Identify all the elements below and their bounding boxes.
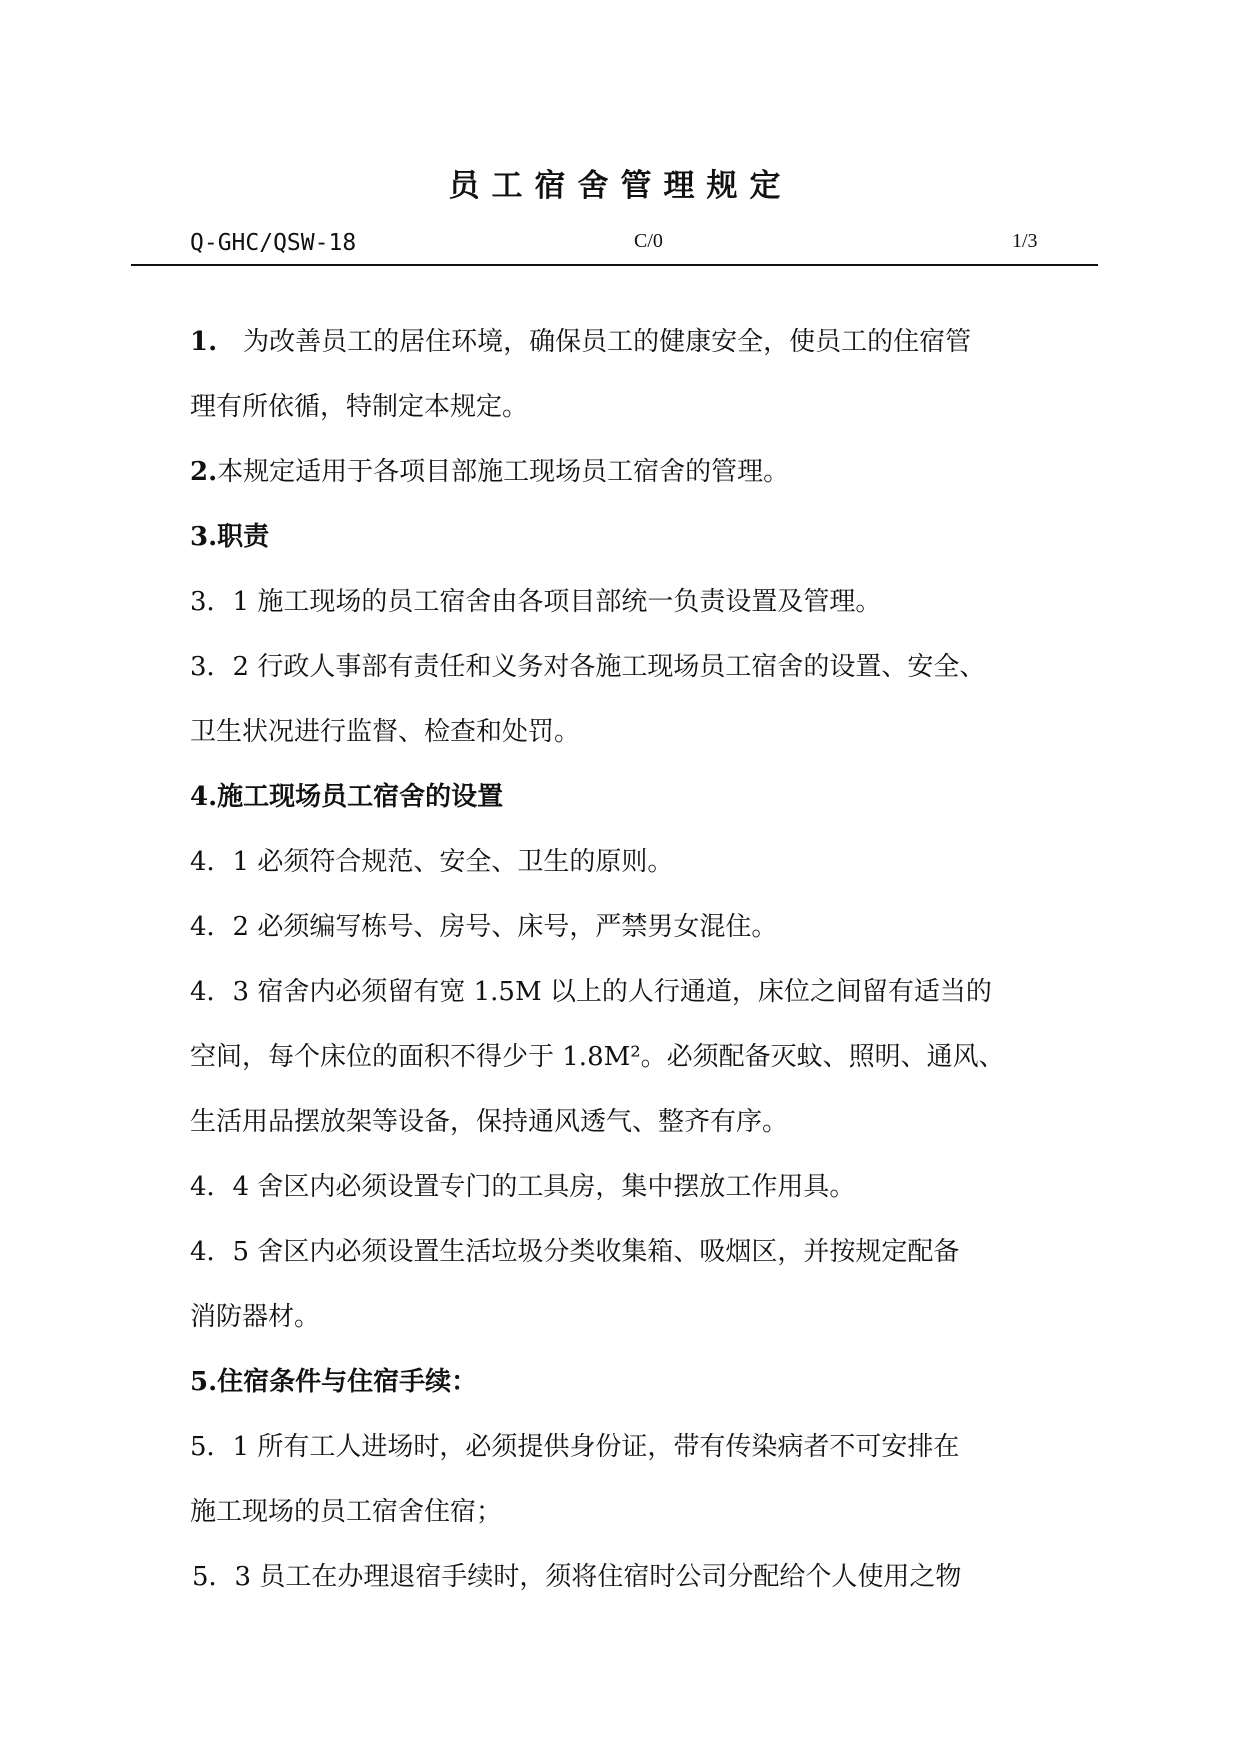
line-text: 行政人事部有责任和义务对各施工现场员工宿舍的设置、安全、: [257, 652, 986, 682]
section-number: 2.: [190, 457, 218, 487]
line-text: 卫生状况进行监督、检查和处罚。: [190, 717, 581, 747]
line-text: 为改善员工的居住环境，确保员工的健康安全，使员工的住宿管: [217, 327, 972, 357]
paragraph-line: [190, 1025, 1070, 1090]
heading-text: 职责: [217, 522, 270, 552]
paragraph-line: [190, 440, 1070, 505]
paragraph-line: [190, 635, 1070, 700]
line-text: 施工现场的员工宿舍由各项目部统一负责设置及管理。: [257, 587, 882, 617]
section-number: 3.: [190, 522, 218, 552]
paragraph-line: [190, 1545, 1070, 1610]
clause-number: 4．2: [190, 912, 250, 942]
header-rule: [131, 264, 1098, 266]
clause-number: 4．4: [190, 1172, 250, 1202]
line-text: 必须编写栋号、房号、床号，严禁男女混住。: [257, 912, 778, 942]
paragraph-line: [190, 1090, 1070, 1155]
line-text: 舍区内必须设置生活垃圾分类收集箱、吸烟区，并按规定配备: [257, 1237, 960, 1267]
clause-number: 4．5: [190, 1237, 250, 1267]
line-text: 舍区内必须设置专门的工具房，集中摆放工作用具。: [257, 1172, 856, 1202]
section-heading: [190, 1350, 1070, 1415]
line-text: 必须符合规范、安全、卫生的原则。: [257, 847, 674, 877]
page-title: 员工宿舍管理规定: [448, 168, 793, 204]
section-heading: [190, 765, 1070, 830]
line-text: 施工现场的员工宿舍住宿；: [190, 1497, 503, 1527]
paragraph-line: [190, 830, 1070, 895]
heading-text: 住宿条件与住宿手续：: [217, 1367, 478, 1397]
paragraph-line: [190, 700, 1070, 765]
clause-number: 3．2: [190, 652, 250, 682]
paragraph-line: [190, 960, 1070, 1025]
line-text: 空间，每个床位的面积不得少于 1.8M²。必须配备灭蚊、照明、通风、: [190, 1042, 1005, 1072]
line-text: 本规定适用于各项目部施工现场员工宿舍的管理。: [217, 457, 790, 487]
clause-number: 5．3: [192, 1562, 252, 1592]
paragraph-line: [190, 310, 1070, 375]
line-text: 生活用品摆放架等设备，保持通风透气、整齐有序。: [190, 1107, 789, 1137]
line-text: 理有所依循，特制定本规定。: [190, 392, 529, 422]
section-number: 1.: [190, 327, 218, 357]
paragraph-line: [190, 375, 1070, 440]
line-text: 宿舍内必须留有宽 1.5M 以上的人行通道，床位之间留有适当的: [257, 977, 992, 1007]
section-heading: [190, 505, 1070, 570]
revision-label: C/0: [634, 230, 663, 252]
line-text: 员工在办理退宿手续时，须将住宿时公司分配给个人使用之物: [259, 1562, 962, 1592]
document-body: [190, 310, 1070, 1610]
line-text: 所有工人进场时，必须提供身份证，带有传染病者不可安排在: [257, 1432, 960, 1462]
clause-number: 4．1: [190, 847, 250, 877]
clause-number: 4．3: [190, 977, 250, 1007]
clause-number: 3．1: [190, 587, 250, 617]
clause-number: 5．1: [190, 1432, 250, 1462]
section-number: 5.: [190, 1367, 218, 1397]
paragraph-line: [190, 1285, 1070, 1350]
heading-text: 施工现场员工宿舍的设置: [217, 782, 504, 812]
paragraph-line: [190, 895, 1070, 960]
paragraph-line: [190, 1480, 1070, 1545]
paragraph-line: [190, 570, 1070, 635]
paragraph-line: [190, 1155, 1070, 1220]
section-number: 4.: [190, 782, 218, 812]
paragraph-line: [190, 1415, 1070, 1480]
line-text: 消防器材。: [190, 1302, 321, 1332]
page-number: 1/3: [1012, 230, 1038, 252]
document-code: Q-GHC/QSW-18: [190, 230, 357, 256]
paragraph-line: [190, 1220, 1070, 1285]
